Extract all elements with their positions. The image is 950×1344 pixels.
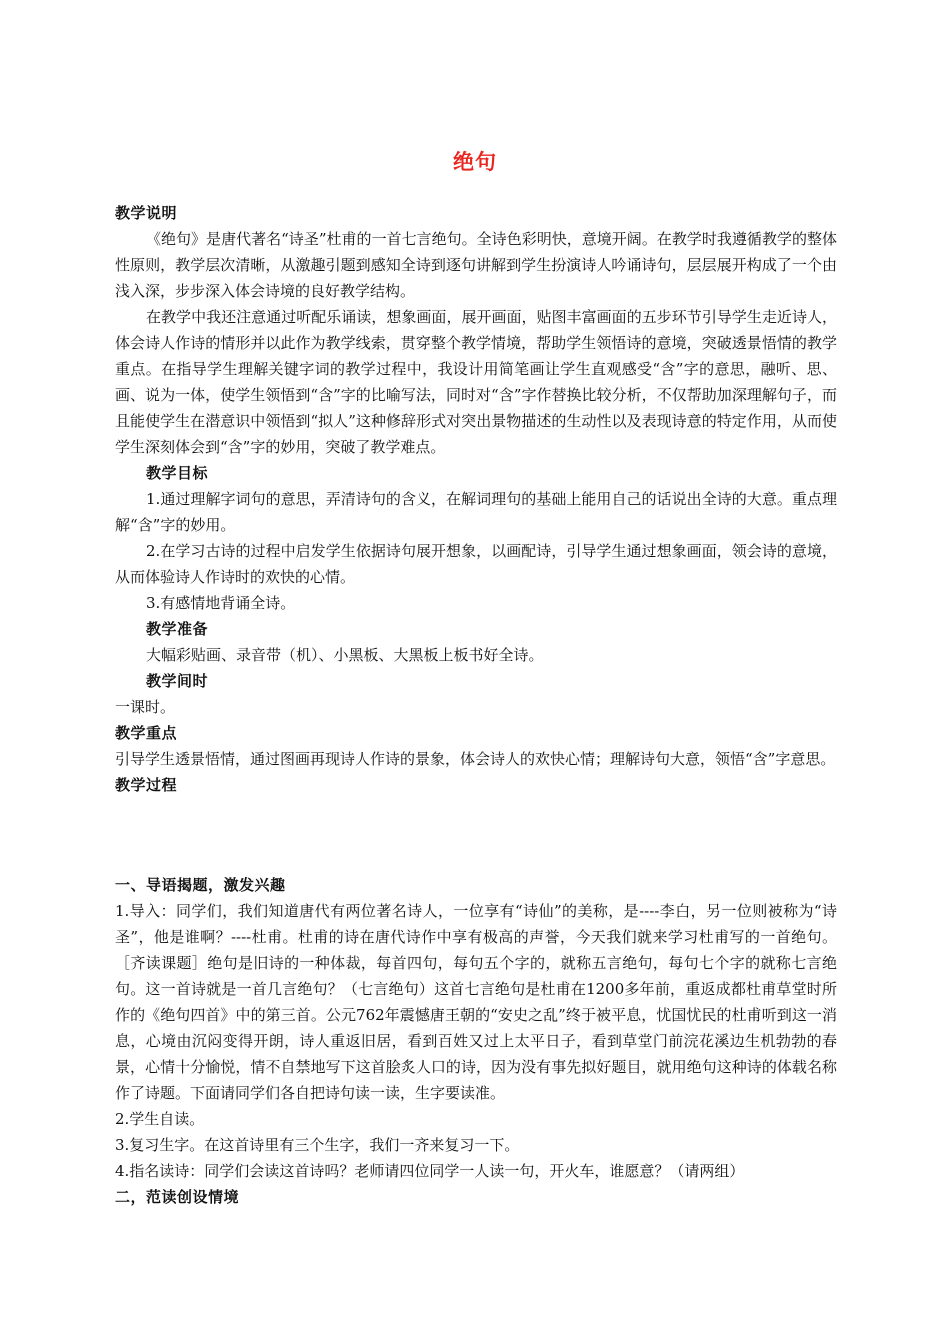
paragraph: 大幅彩贴画、录音带（机）、小黑板、大黑板上板书好全诗。 bbox=[146, 646, 544, 664]
list-item: 2.学生自读。 bbox=[115, 1110, 205, 1128]
heading-teaching-preparation: 教学准备 bbox=[146, 620, 209, 638]
list-item: 1.通过理解字词句的意思，弄清诗句的含义，在解词理句的基础上能用自己的话说出全诗的大意。重点理解“含”字的妙用。 bbox=[115, 490, 837, 534]
document-body bbox=[115, 200, 837, 798]
list-item: 2.在学习古诗的过程中启发学生依据诗句展开想象，以画配诗，引导学生通过想象画面，领会诗的意境，从而体验诗人作诗时的欢快的心情。 bbox=[115, 542, 837, 586]
paragraph: 在教学中我还注意通过听配乐诵读，想象画面，展开画面，贴图丰富画面的五步环节引导学生走近诗人，体会诗人作诗的情形并以此作为教学线索，贯穿整个教学情境，帮助学生领悟诗的意境，突破透景悟情的教学重点。在指导学生理解关键字词的教学过程中，我设计用简笔画让学生直观感受“含”字的意思，融听、思、画、说为一体，使学生领悟到“含”字的比喻写法，同时对“含”字作替换比较分析，不仅帮助加深理解句子，而且能使学生在潜意识中领悟到“拟人”这种修辞形式对突出景物描述的生动性以及表现诗意的特定作用，从而使学生深刻体会到“含”字的妙用，突破了教学难点。 bbox=[115, 308, 837, 456]
heading-teaching-time: 教学间时 bbox=[146, 672, 209, 690]
heading-teaching-focus: 教学重点 bbox=[115, 724, 178, 742]
document-title: 绝句 bbox=[453, 150, 497, 174]
paragraph: 一课时。 bbox=[115, 698, 176, 716]
paragraph: 引导学生透景悟情，通过图画再现诗人作诗的景象，体会诗人的欢快心情；理解诗句大意，领悟“含”字意思。 bbox=[115, 750, 836, 768]
list-item: 3.复习生字。在这首诗里有三个生字，我们一齐来复习一下。 bbox=[115, 1136, 520, 1154]
process-body bbox=[115, 872, 837, 1210]
heading-part-two: 二，范读创设情境 bbox=[115, 1188, 240, 1206]
heading-teaching-goals: 教学目标 bbox=[146, 464, 209, 482]
list-item: 3.有感情地背诵全诗。 bbox=[146, 594, 296, 612]
list-item: 4.指名读诗：同学们会读这首诗吗？老师请四位同学一人读一句，开火车，谁愿意？（请两组） bbox=[115, 1162, 745, 1180]
heading-teaching-notes: 教学说明 bbox=[115, 204, 178, 222]
list-item: 1.导入：同学们，我们知道唐代有两位著名诗人，一位享有“诗仙”的美称，是----李白，另一位则被称为“诗圣”，他是谁啊？----杜甫。杜甫的诗在唐代诗作中享有极高的声誉，今天我们就来学习杜甫写的一首绝句。［齐读课题］绝句是旧诗的一种体裁，每首四句，每句五个字的，就称五言绝句，每句七个字的就称七言绝句。这一首诗就是一首几言绝句？（七言绝句）这首七言绝句是杜甫在1200多年前，重返成都杜甫草堂时所作的《绝句四首》中的第三首。公元762年震憾唐王朝的“安史之乱”终于被平息，忧国忧民的杜甫听到这一消息，心境由沉闷变得开朗，诗人重返旧居，看到百姓又过上太平日子，看到草堂门前浣花溪边生机勃勃的春景，心情十分愉悦，情不自禁地写下这首脍炙人口的诗，因为没有事先拟好题目，就用绝句这种诗的体载名称作了诗题。下面请同学们各自把诗句读一读，生字要读准。 bbox=[115, 902, 837, 1102]
heading-teaching-process: 教学过程 bbox=[115, 776, 178, 794]
heading-part-one: 一、导语揭题，激发兴趣 bbox=[115, 876, 286, 894]
paragraph: 《绝句》是唐代著名“诗圣”杜甫的一首七言绝句。全诗色彩明快，意境开阔。在教学时我遵循教学的整体性原则，教学层次清晰，从激趣引题到感知全诗到逐句讲解到学生扮演诗人吟诵诗句，层层展开构成了一个由浅入深，步步深入体会诗境的良好教学结构。 bbox=[115, 230, 837, 300]
